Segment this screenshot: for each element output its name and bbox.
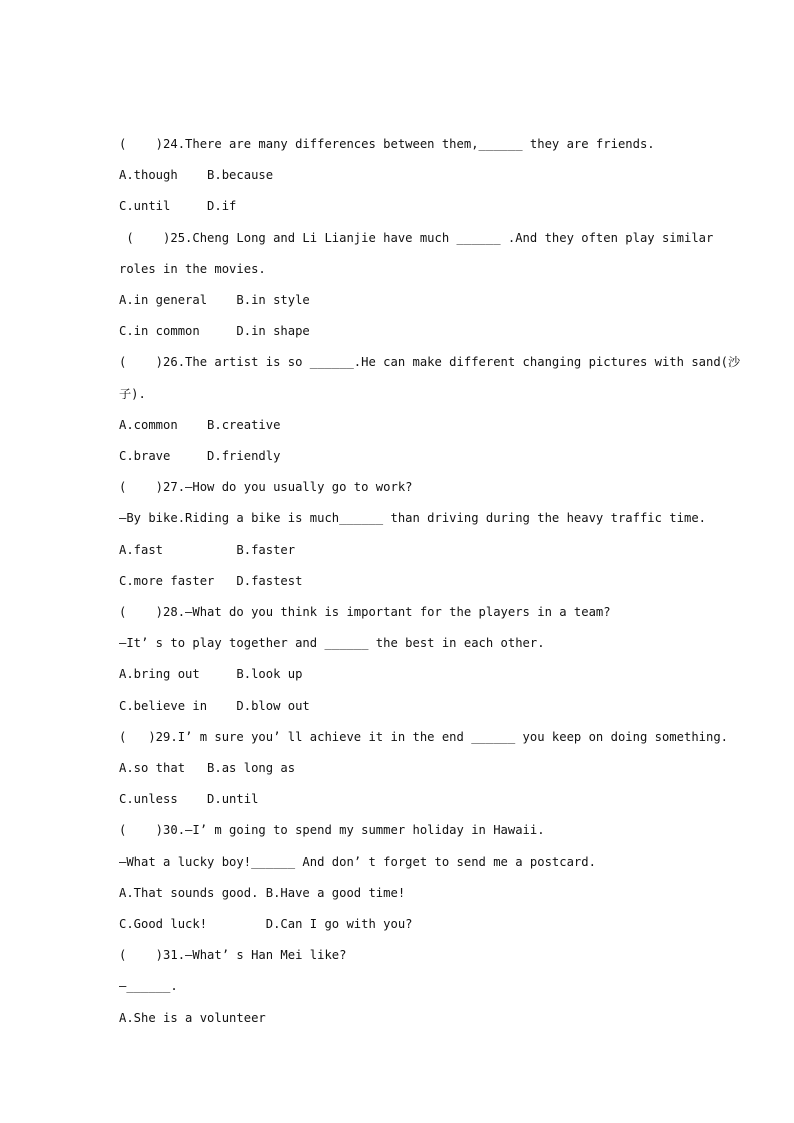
q26-options-cd: C.brave D.friendly — [119, 449, 281, 463]
q28-stem: ( )28.—What do you think is important for the players in a team? — [119, 605, 611, 619]
q30-options-ab: A.That sounds good. B.Have a good time! — [119, 886, 406, 900]
q27-options-cd: C.more faster D.fastest — [119, 574, 303, 588]
q25-stem: ( )25.Cheng Long and Li Lianjie have much ______ .And they often play similar — [119, 231, 714, 245]
q24-options-cd: C.until D.if — [119, 199, 237, 213]
q29-options-ab: A.so that B.as long as — [119, 761, 296, 775]
q31-response: —______. — [119, 979, 178, 993]
q28-response: —It’ s to play together and ______ the best in each other. — [119, 636, 545, 650]
q25-options-ab: A.in general B.in style — [119, 293, 310, 307]
q30-stem: ( )30.—I’ m going to spend my summer holiday in Hawaii. — [119, 823, 545, 837]
q24-options-ab: A.though B.because — [119, 168, 274, 182]
q29-stem: ( )29.I’ m sure you’ ll achieve it in the end ______ you keep on doing something. — [119, 730, 729, 744]
q31-stem: ( )31.—What’ s Han Mei like? — [119, 948, 347, 962]
q30-response: —What a lucky boy!______ And don’ t forget to send me a postcard. — [119, 855, 596, 869]
q25-options-cd: C.in common D.in shape — [119, 324, 310, 338]
q25-stem-cont: roles in the movies. — [119, 262, 266, 276]
q28-options-cd: C.believe in D.blow out — [119, 699, 310, 713]
q26-stem-cont: 子). — [119, 387, 146, 401]
q27-options-ab: A.fast B.faster — [119, 543, 296, 557]
q24-stem: ( )24.There are many differences between them,______ they are friends. — [119, 137, 655, 151]
q26-stem: ( )26.The artist is so ______.He can make different changing pictures with sand(沙 — [119, 355, 741, 369]
q26-options-ab: A.common B.creative — [119, 418, 281, 432]
q27-stem: ( )27.—How do you usually go to work? — [119, 480, 413, 494]
q30-options-cd: C.Good luck! D.Can I go with you? — [119, 917, 413, 931]
q29-options-cd: C.unless D.until — [119, 792, 259, 806]
q27-response: —By bike.Riding a bike is much______ than driving during the heavy traffic time. — [119, 511, 706, 525]
q31-option-a: A.She is a volunteer — [119, 1011, 266, 1025]
q28-options-ab: A.bring out B.look up — [119, 667, 303, 681]
